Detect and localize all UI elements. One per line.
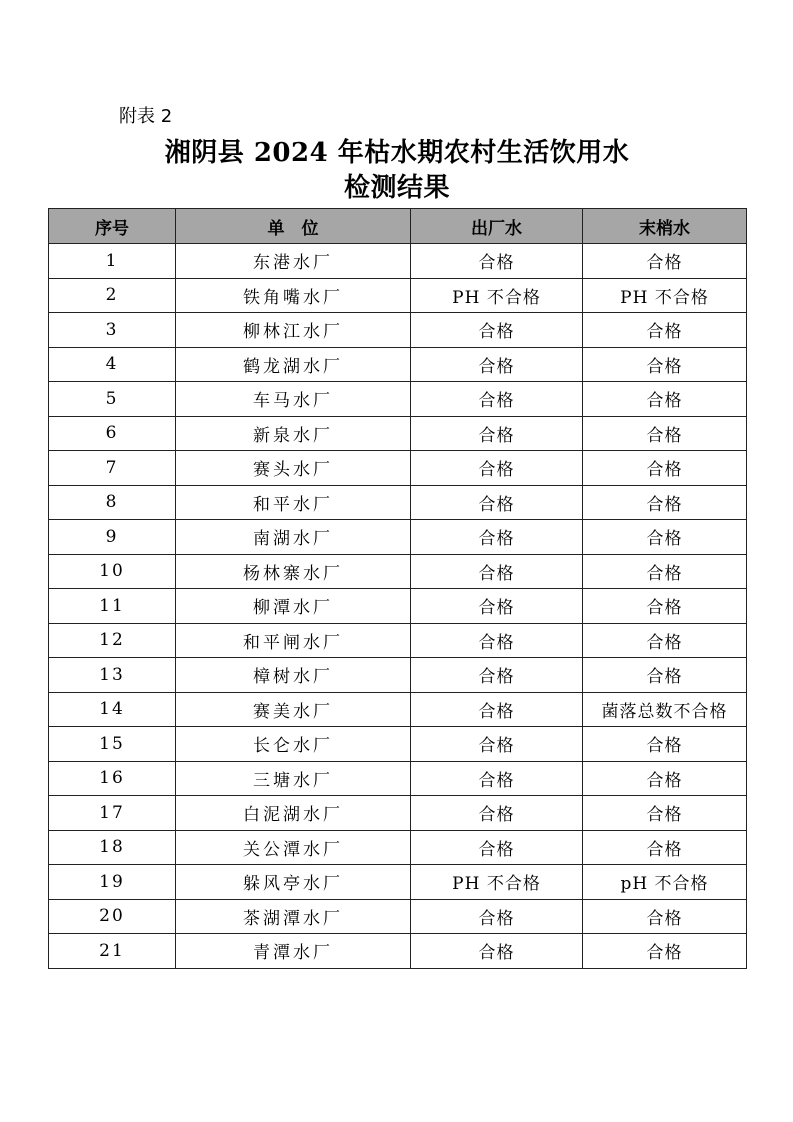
cell-outlet-water: 合格	[411, 934, 583, 969]
cell-outlet-water: 合格	[411, 244, 583, 279]
header-no: 序号	[49, 209, 176, 244]
cell-terminal-water: 合格	[583, 416, 747, 451]
cell-unit: 东港水厂	[176, 244, 411, 279]
cell-unit: 茶湖潭水厂	[176, 899, 411, 934]
cell-unit: 长仑水厂	[176, 727, 411, 762]
cell-unit: 白泥湖水厂	[176, 796, 411, 831]
cell-outlet-water: PH 不合格	[411, 278, 583, 313]
cell-outlet-water: 合格	[411, 830, 583, 865]
cell-outlet-water: 合格	[411, 313, 583, 348]
cell-outlet-water: 合格	[411, 727, 583, 762]
cell-no: 8	[49, 485, 176, 520]
results-table	[48, 208, 747, 969]
table-row	[49, 934, 747, 969]
cell-no: 21	[49, 934, 176, 969]
cell-terminal-water: 合格	[583, 934, 747, 969]
table-row	[49, 347, 747, 382]
cell-unit: 关公潭水厂	[176, 830, 411, 865]
cell-outlet-water: 合格	[411, 485, 583, 520]
cell-unit: 柳林江水厂	[176, 313, 411, 348]
cell-unit: 赛头水厂	[176, 451, 411, 486]
cell-terminal-water: 合格	[583, 899, 747, 934]
cell-no: 13	[49, 658, 176, 693]
cell-no: 9	[49, 520, 176, 555]
cell-no: 6	[49, 416, 176, 451]
cell-no: 19	[49, 865, 176, 900]
table-row	[49, 278, 747, 313]
cell-unit: 鹤龙湖水厂	[176, 347, 411, 382]
cell-terminal-water: 合格	[583, 589, 747, 624]
table-row	[49, 451, 747, 486]
cell-outlet-water: 合格	[411, 899, 583, 934]
cell-terminal-water: 合格	[583, 382, 747, 417]
table-row	[49, 485, 747, 520]
cell-unit: 躲风亭水厂	[176, 865, 411, 900]
cell-no: 2	[49, 278, 176, 313]
cell-no: 5	[49, 382, 176, 417]
table-row	[49, 865, 747, 900]
cell-no: 18	[49, 830, 176, 865]
cell-outlet-water: 合格	[411, 347, 583, 382]
cell-terminal-water: 合格	[583, 796, 747, 831]
table-row	[49, 658, 747, 693]
cell-terminal-water: 合格	[583, 485, 747, 520]
cell-terminal-water: 合格	[583, 727, 747, 762]
header-unit: 单 位	[176, 209, 411, 244]
document-subtitle: 检测结果	[343, 173, 450, 203]
table-row	[49, 899, 747, 934]
cell-unit: 和平水厂	[176, 485, 411, 520]
cell-no: 4	[49, 347, 176, 382]
document-title: 湘阴县 2024 年枯水期农村生活饮用水	[164, 138, 630, 168]
cell-terminal-water: 合格	[583, 313, 747, 348]
cell-terminal-water: 合格	[583, 761, 747, 796]
cell-terminal-water: PH 不合格	[583, 278, 747, 313]
cell-terminal-water: 合格	[583, 830, 747, 865]
cell-terminal-water: 合格	[583, 623, 747, 658]
cell-unit: 铁角嘴水厂	[176, 278, 411, 313]
cell-outlet-water: 合格	[411, 796, 583, 831]
table-row	[49, 830, 747, 865]
cell-no: 15	[49, 727, 176, 762]
cell-terminal-water: 合格	[583, 451, 747, 486]
cell-terminal-water: pH 不合格	[583, 865, 747, 900]
table-row	[49, 554, 747, 589]
cell-no: 17	[49, 796, 176, 831]
cell-unit: 车马水厂	[176, 382, 411, 417]
table-row	[49, 589, 747, 624]
cell-terminal-water: 菌落总数不合格	[583, 692, 747, 727]
table-row	[49, 623, 747, 658]
table-row	[49, 761, 747, 796]
cell-outlet-water: 合格	[411, 520, 583, 555]
header-terminal-water: 末梢水	[583, 209, 747, 244]
cell-unit: 新泉水厂	[176, 416, 411, 451]
cell-no: 1	[49, 244, 176, 279]
cell-unit: 杨林寨水厂	[176, 554, 411, 589]
cell-no: 11	[49, 589, 176, 624]
cell-outlet-water: 合格	[411, 554, 583, 589]
cell-no: 12	[49, 623, 176, 658]
cell-unit: 樟树水厂	[176, 658, 411, 693]
cell-outlet-water: 合格	[411, 623, 583, 658]
table-row	[49, 382, 747, 417]
table-row	[49, 313, 747, 348]
cell-unit: 南湖水厂	[176, 520, 411, 555]
cell-outlet-water: 合格	[411, 658, 583, 693]
cell-terminal-water: 合格	[583, 658, 747, 693]
table-row	[49, 796, 747, 831]
cell-unit: 赛美水厂	[176, 692, 411, 727]
cell-no: 14	[49, 692, 176, 727]
cell-outlet-water: 合格	[411, 589, 583, 624]
cell-unit: 三塘水厂	[176, 761, 411, 796]
table-row	[49, 692, 747, 727]
table-row	[49, 416, 747, 451]
cell-terminal-water: 合格	[583, 554, 747, 589]
cell-terminal-water: 合格	[583, 244, 747, 279]
cell-no: 10	[49, 554, 176, 589]
cell-outlet-water: PH 不合格	[411, 865, 583, 900]
cell-unit: 和平闸水厂	[176, 623, 411, 658]
cell-outlet-water: 合格	[411, 382, 583, 417]
cell-unit: 柳潭水厂	[176, 589, 411, 624]
cell-no: 3	[49, 313, 176, 348]
cell-terminal-water: 合格	[583, 520, 747, 555]
cell-outlet-water: 合格	[411, 416, 583, 451]
table-row	[49, 244, 747, 279]
appendix-label: 附表 2	[119, 106, 173, 127]
results-table-body	[49, 244, 747, 969]
table-row	[49, 727, 747, 762]
cell-unit: 青潭水厂	[176, 934, 411, 969]
table-row	[49, 520, 747, 555]
cell-outlet-water: 合格	[411, 761, 583, 796]
cell-no: 7	[49, 451, 176, 486]
cell-terminal-water: 合格	[583, 347, 747, 382]
cell-outlet-water: 合格	[411, 692, 583, 727]
cell-no: 20	[49, 899, 176, 934]
cell-outlet-water: 合格	[411, 451, 583, 486]
header-outlet-water: 出厂水	[411, 209, 583, 244]
table-header-row	[49, 209, 747, 244]
cell-no: 16	[49, 761, 176, 796]
